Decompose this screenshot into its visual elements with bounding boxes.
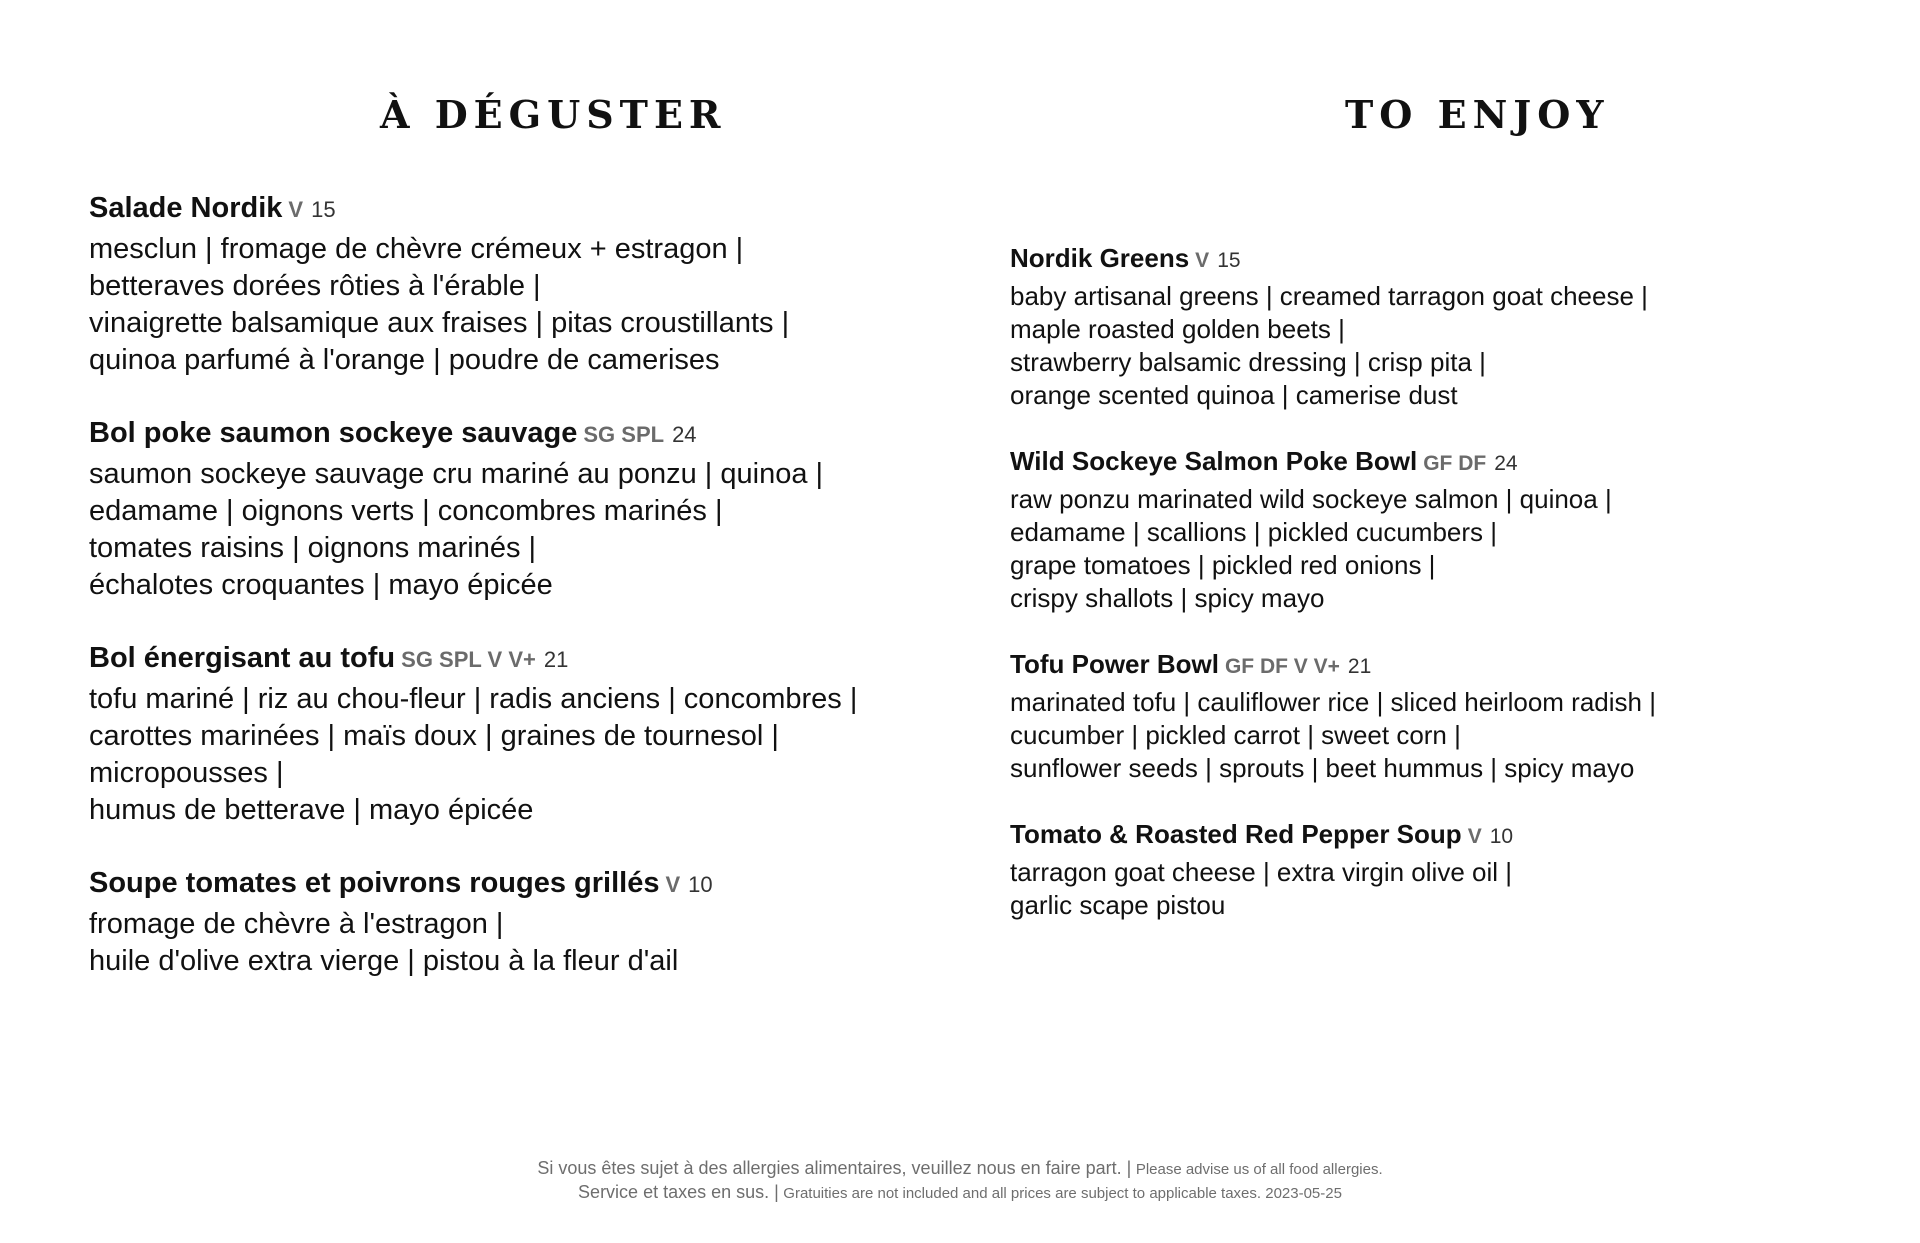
menu-item-price: 15 — [1217, 249, 1241, 272]
description-line: orange scented quinoa | camerise dust — [1010, 380, 1458, 410]
footer-english-tax: Gratuities are not included and all prices are subject to applicable taxes. 2023-05-25 — [783, 1185, 1342, 1202]
menu-item-price: 21 — [1347, 655, 1372, 678]
description-line: carottes marinées | maïs doux | graines de tournesol | — [89, 720, 779, 752]
footer-allergy-note — [0, 1158, 1920, 1179]
menu-item-title — [89, 415, 969, 456]
menu-item — [1010, 647, 1890, 785]
dietary-tags: V — [1195, 249, 1210, 272]
description-line: garlic scape pistou — [1010, 890, 1226, 920]
description-line: fromage de chèvre à l'estragon | — [89, 908, 504, 940]
description-line: huile d'olive extra vierge | pistou à la fleur d'ail — [89, 945, 679, 977]
description-line: tarragon goat cheese | extra virgin olive oil | — [1010, 857, 1512, 887]
description-line: humus de betterave | mayo épicée — [89, 794, 534, 826]
menu-item-name: Nordik Greens — [1010, 243, 1190, 273]
description-line: échalotes croquantes | mayo épicée — [89, 569, 553, 601]
menu-item-name: Tomato & Roasted Red Pepper Soup — [1010, 819, 1462, 849]
description-line: quinoa parfumé à l'orange | poudre de camerises — [89, 344, 720, 376]
menu-item-title — [89, 190, 969, 231]
menu-item-name: Tofu Power Bowl — [1010, 649, 1219, 679]
menu-column-french — [89, 190, 969, 1016]
dietary-tags: SG SPL V V+ — [401, 647, 536, 672]
menu-item — [1010, 444, 1890, 615]
menu-item-price: 10 — [1489, 825, 1514, 848]
menu-item — [89, 415, 969, 604]
description-line: cucumber | pickled carrot | sweet corn | — [1010, 720, 1461, 750]
menu-item — [1010, 817, 1890, 922]
footer-english-allergy: Please advise us of all food allergies. — [1135, 1161, 1383, 1178]
menu-item-title — [1010, 647, 1890, 686]
menu-item — [89, 640, 969, 829]
menu-item-price: 10 — [688, 872, 713, 897]
footer-french-allergy: Si vous êtes sujet à des allergies alimentaires, veuillez nous en faire part. | — [537, 1158, 1132, 1178]
description-line: micropousses | — [89, 757, 284, 789]
menu-item-name: Wild Sockeye Salmon Poke Bowl — [1010, 446, 1418, 476]
description-line: mesclun | fromage de chèvre crémeux + estragon | — [89, 233, 744, 265]
menu-item — [1010, 241, 1890, 412]
description-line: raw ponzu marinated wild sockeye salmon | quinoa | — [1010, 484, 1612, 514]
menu-item-name: Soupe tomates et poivrons rouges grillés — [89, 867, 660, 899]
menu-item-price: 24 — [1494, 452, 1518, 475]
dietary-tags: V — [665, 872, 681, 897]
description-line: vinaigrette balsamique aux fraises | pitas croustillants | — [89, 307, 790, 339]
description-line: tofu mariné | riz au chou-fleur | radis anciens | concombres | — [89, 683, 858, 715]
description-line: tomates raisins | oignons marinés | — [89, 532, 537, 564]
description-line: edamame | scallions | pickled cucumbers | — [1010, 517, 1498, 547]
menu-item-price: 24 — [672, 422, 697, 447]
description-line: edamame | oignons verts | concombres marinés | — [89, 495, 723, 527]
menu-item-name: Bol énergisant au tofu — [89, 642, 396, 674]
description-line: betteraves dorées rôties à l'érable | — [89, 270, 541, 302]
description-line: sunflower seeds | sprouts | beet hummus | spicy mayo — [1010, 753, 1635, 783]
dietary-tags: SG SPL — [583, 422, 665, 447]
menu-item — [89, 190, 969, 379]
heading-french: À DÉGUSTER — [380, 92, 727, 137]
dietary-tags: V — [1467, 825, 1482, 848]
menu-item-title — [1010, 444, 1890, 483]
menu-item-price: 21 — [543, 647, 569, 672]
menu-item-name: Salade Nordik — [89, 192, 283, 224]
description-line: grape tomatoes | pickled red onions | — [1010, 550, 1436, 580]
footer-tax-note — [0, 1182, 1920, 1203]
description-line: marinated tofu | cauliflower rice | sliced heirloom radish | — [1010, 687, 1656, 717]
menu-column-english — [1010, 241, 1890, 954]
footer-french-tax: Service et taxes en sus. | — [578, 1182, 779, 1202]
menu-item-price: 15 — [311, 197, 336, 222]
dietary-tags: GF DF — [1423, 452, 1487, 475]
description-line: baby artisanal greens | creamed tarragon goat cheese | — [1010, 281, 1648, 311]
heading-english: TO ENJOY — [1345, 92, 1610, 137]
description-line: strawberry balsamic dressing | crisp pita | — [1010, 347, 1486, 377]
menu-item-name: Bol poke saumon sockeye sauvage — [89, 417, 578, 449]
description-line: maple roasted golden beets | — [1010, 314, 1345, 344]
description-line: crispy shallots | spicy mayo — [1010, 583, 1325, 613]
menu-item-title — [89, 865, 969, 906]
menu-item-title — [1010, 241, 1890, 280]
dietary-tags: V — [288, 197, 304, 222]
menu-item-title — [1010, 817, 1890, 856]
menu-item — [89, 865, 969, 980]
menu-item-title — [89, 640, 969, 681]
description-line: saumon sockeye sauvage cru mariné au ponzu | quinoa | — [89, 458, 824, 490]
dietary-tags: GF DF V V+ — [1224, 655, 1340, 678]
